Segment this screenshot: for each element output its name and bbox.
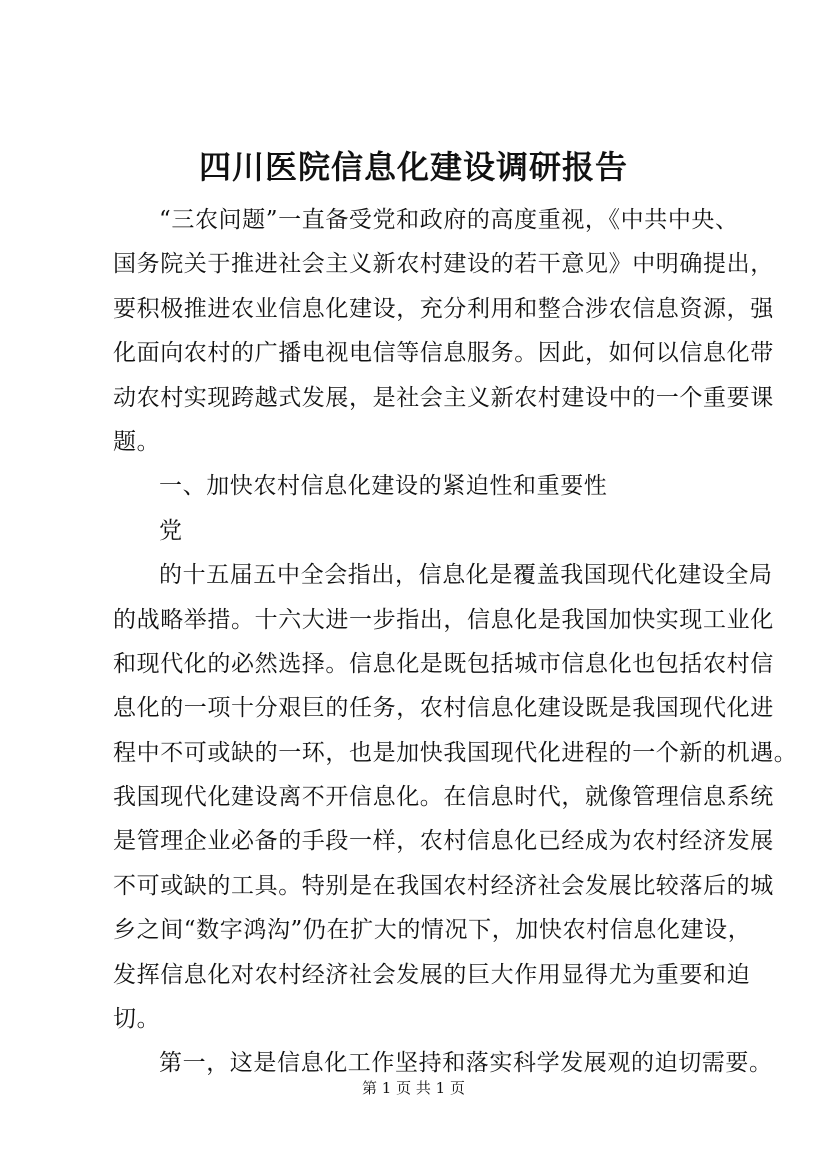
body-line: 动农村实现跨越式发展，是社会主义新农村建设中的一个重要课 — [113, 384, 774, 411]
body-line: 题。 — [113, 428, 161, 455]
body-line: 国务院关于推进社会主义新农村建设的若干意见》中明确提出， — [113, 251, 774, 278]
body-line: 第一，这是信息化工作坚持和落实科学发展观的迫切需要。 — [159, 1050, 773, 1077]
body-line: 化面向农村的广播电视电信等信息服务。因此，如何以信息化带 — [113, 340, 774, 367]
page-footer: 第 1 页 共 1 页 — [362, 1079, 465, 1097]
body-line: 乡之间“数字鸿沟”仍在扩大的情况下，加快农村信息化建设， — [113, 917, 752, 944]
section-heading: 一、加快农村信息化建设的紧迫性和重要性 — [159, 473, 608, 500]
body-line: “三农问题”一直备受党和政府的高度重视，《中共中央、 — [159, 207, 739, 233]
body-line: 和现代化的必然选择。信息化是既包括城市信息化也包括农村信 — [113, 650, 774, 677]
body-line: 切。 — [113, 1006, 161, 1033]
body-line: 的十五届五中全会指出，信息化是覆盖我国现代化建设全局 — [159, 562, 773, 589]
body-line: 要积极推进农业信息化建设，充分利用和整合涉农信息资源，强 — [113, 295, 774, 322]
body-line: 息化的一项十分艰巨的任务，农村信息化建设既是我国现代化进 — [113, 695, 774, 722]
body-line: 党 — [159, 517, 183, 544]
body-line: 我国现代化建设离不开信息化。在信息时代，就像管理信息系统 — [113, 784, 774, 811]
body-line: 的战略举措。十六大进一步指出，信息化是我国加快实现工业化 — [113, 606, 774, 633]
body-line: 不可或缺的工具。特别是在我国农村经济社会发展比较落后的城 — [113, 872, 774, 899]
body-line: 程中不可或缺的一环，也是加快我国现代化进程的一个新的机遇。 — [113, 739, 798, 766]
body-line: 发挥信息化对农村经济社会发展的巨大作用显得尤为重要和迫 — [113, 961, 751, 988]
document-title: 四川医院信息化建设调研报告 — [198, 148, 628, 186]
body-line: 是管理企业必备的手段一样，农村信息化已经成为农村经济发展 — [113, 828, 774, 855]
document-body — [113, 198, 798, 1086]
